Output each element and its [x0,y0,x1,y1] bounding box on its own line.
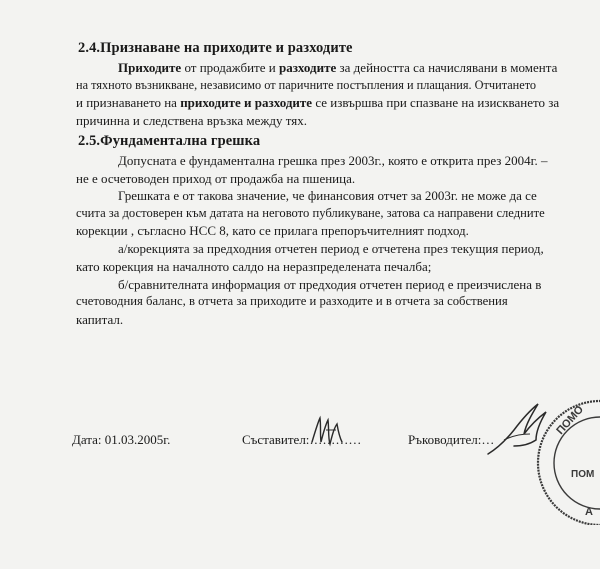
text-line: не е осчетоводен приход от продажба на пшеница. [76,170,356,186]
section-2-5-heading: 2.5.Фундаментална грешка [78,133,261,149]
stamp-text-top: ПОМО [554,403,587,438]
text-line [76,94,566,112]
section-2-4-heading: 2.4.Признаване на приходите и разходите [78,40,353,56]
manager-label: Ръководител:… [408,432,495,447]
text-run: и признаването на [76,95,181,110]
text-line: Грешката е от такова значение, че финансовия отчет за 2003г. не може да се [118,188,537,203]
text-line: б/сравнителната информация от предходия отчетен период е преизчислена в [118,276,542,292]
text-line: счита за достоверен към датата на неговото публикуване, затова са направени следните [76,205,545,220]
text-line: корекции , съгласно НСС 8, като се прилага препоръчителният подход. [76,223,469,238]
text-run: за дейността са начислявани в момента [336,60,558,75]
compiler-label: Съставител:………… [242,432,362,447]
date-label: Дата: 01.03.2005г. [72,432,171,447]
text-run: от продажбите и [181,60,279,75]
compiler-signature-icon [306,412,354,452]
stamp-text-bottom: А [585,506,593,518]
text-line [76,59,566,77]
bold-text: Приходите [118,60,182,75]
text-line: капитал. [76,311,124,327]
text-line: на тяхното възникване, независимо от паричните постъпления и плащания. Отчитането [76,77,537,92]
text-line: счетоводния баланс, в отчета за приходите и разходите и в отчета за собствения [76,294,508,308]
text-line: Допусната е фундаментална грешка през 2003г., която е открита през 2004г. – [118,153,548,168]
bold-text: приходите и разходите [180,95,313,110]
section-2-5-paragraph-4 [76,258,566,328]
bold-text: разходите [278,60,337,75]
text-line: причинна и следствена връзка между тях. [76,112,307,128]
section-2-4-paragraph [76,59,566,129]
company-stamp-icon [515,395,600,525]
section-2-5-paragraph-2 [76,187,566,240]
section-2-5-paragraph-1 [76,152,566,187]
text-line: като корекция на началното салдо на неразпределената печалба; [76,258,432,274]
text-line: а/корекцията за предходния отчетен период е отчетена през текущия период, [118,241,544,256]
text-run: се извършва при спазване на изискването за [312,95,560,110]
stamp-text-middle: ПОМ [571,469,595,480]
